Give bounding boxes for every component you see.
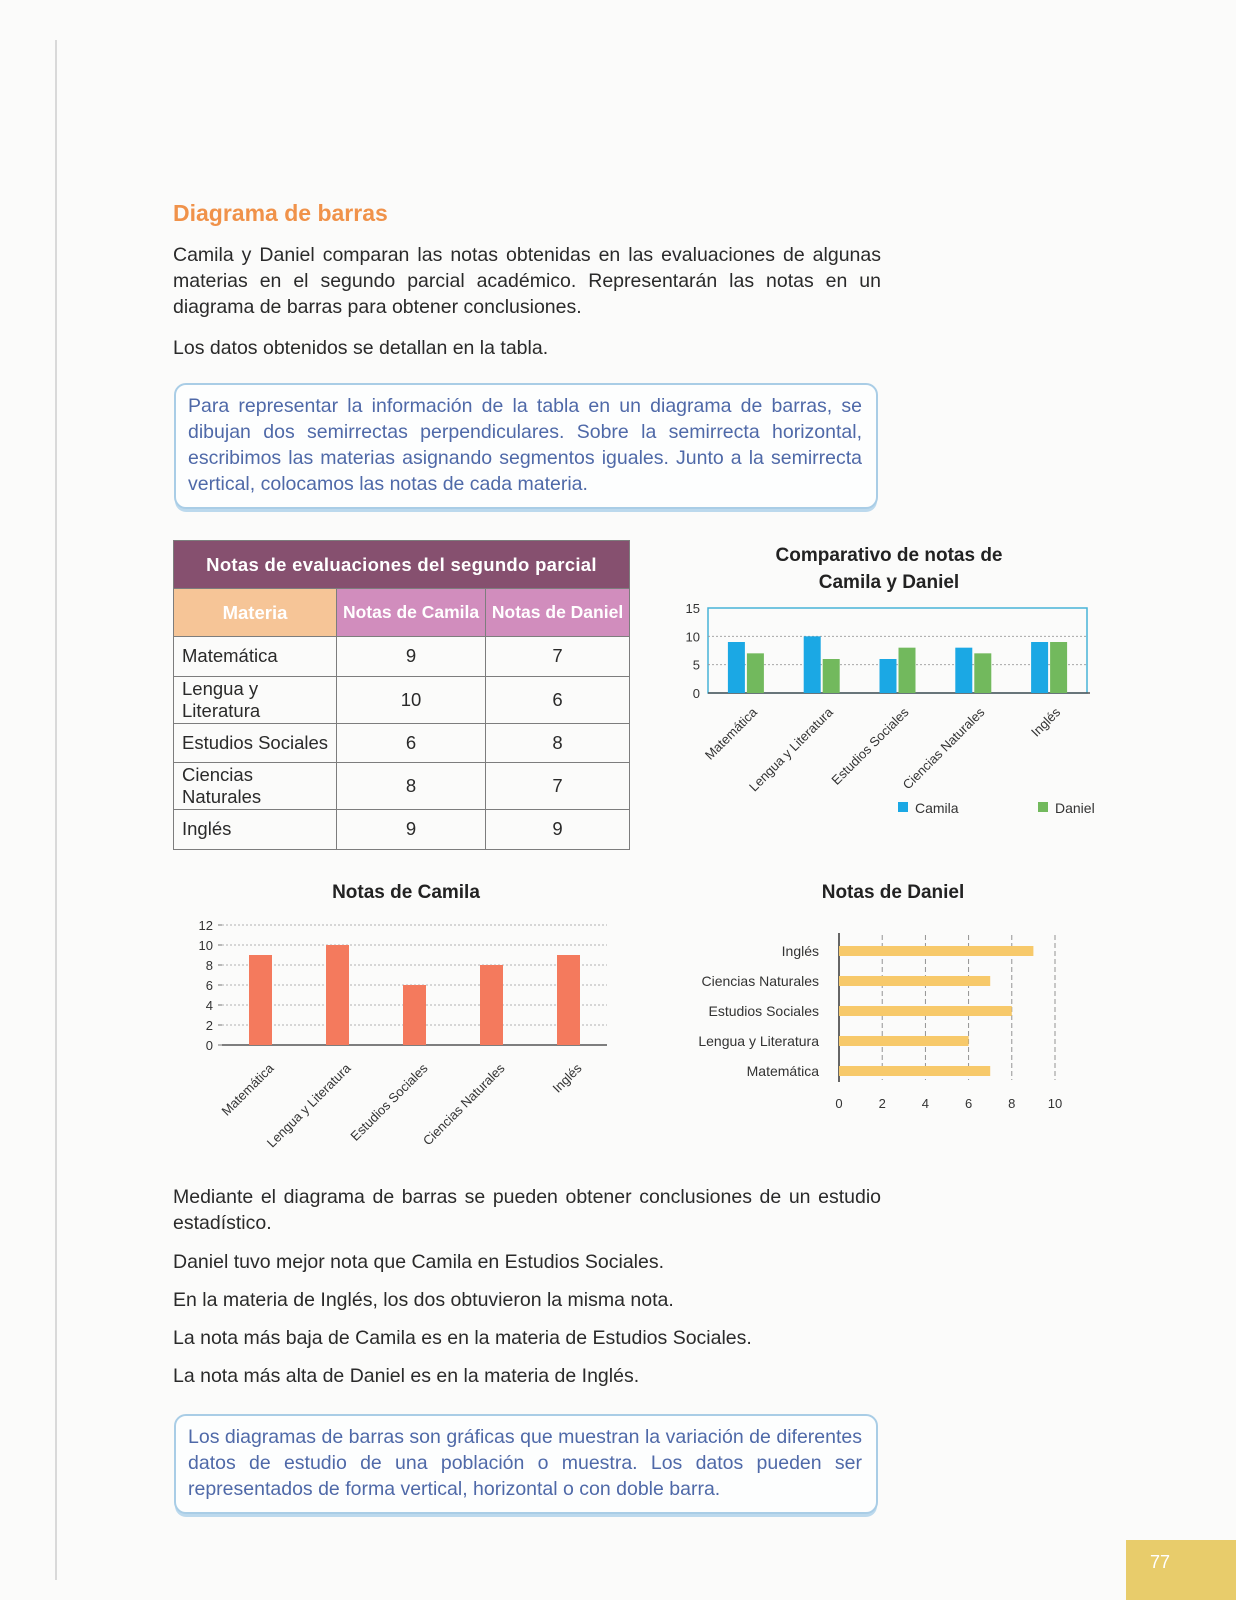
conclusion-4: La nota más alta de Daniel es en la materia de Inglés. — [173, 1365, 640, 1387]
y-tick-label: Estudios Sociales — [708, 1003, 819, 1019]
table-row — [174, 810, 630, 850]
note-1-text: Para representar la información de la tabla en un diagrama de barras, se dibujan dos semirrectas perpendiculares. Sobre la semirrecta horizontal, escribimos las materias asignando segmentos iguales. Junto a la semirrecta vertical, colocamos las notas de cada materia. — [188, 395, 862, 495]
cell-camila: 8 — [337, 763, 486, 810]
header-materia: Materia — [174, 589, 337, 637]
bar — [326, 945, 349, 1045]
x-tick-label: 8 — [1008, 1096, 1016, 1111]
x-tick-label: Inglés — [1028, 704, 1064, 740]
cell-materia: Ciencias Naturales — [174, 763, 337, 810]
conclusion-intro: Mediante el diagrama de barras se pueden obtener conclusiones de un estudio estadístico. — [173, 1186, 881, 1234]
note-box-2 — [174, 1414, 878, 1514]
x-tick-label: Estudios Sociales — [828, 704, 912, 788]
y-tick-label: 10 — [198, 938, 213, 953]
bar-camila — [880, 659, 897, 693]
y-tick-label: 5 — [692, 657, 700, 673]
bar-daniel — [899, 648, 916, 693]
table-title-row — [174, 541, 630, 589]
cell-daniel: 7 — [486, 763, 630, 810]
x-tick-label: Matemática — [218, 1060, 277, 1119]
y-tick-label: 12 — [198, 918, 213, 933]
legend-swatch-camila — [898, 802, 908, 812]
page-number-tab — [1126, 1540, 1236, 1600]
x-tick-label: Estudios Sociales — [347, 1060, 431, 1144]
chart-title: Notas de Camila — [332, 882, 480, 903]
bar-camila — [804, 636, 821, 693]
bar — [403, 985, 426, 1045]
table-row — [174, 723, 630, 763]
x-tick-label: 2 — [878, 1096, 886, 1111]
cell-camila: 6 — [337, 723, 486, 763]
page-number: 77 — [1150, 1552, 1171, 1572]
conclusion-1: Daniel tuvo mejor nota que Camila en Estudios Sociales. — [173, 1251, 665, 1273]
bar — [839, 976, 990, 986]
cell-camila: 9 — [337, 810, 486, 850]
y-tick-label: 4 — [205, 998, 213, 1013]
x-tick-label: Lengua y Literatura — [263, 1060, 354, 1151]
chart-title: Notas de Daniel — [821, 882, 965, 903]
bar-daniel — [974, 653, 991, 693]
y-tick-label: 6 — [205, 978, 213, 993]
y-tick-label: 0 — [692, 686, 700, 701]
y-tick-label: Lengua y Literatura — [698, 1033, 819, 1049]
data-line: Los datos obtenidos se detallan en la tabla. — [173, 337, 549, 359]
cell-materia: Lengua y Literatura — [174, 676, 337, 723]
chart-title-line-1: Comparativo de notas de — [775, 545, 1003, 566]
bar-camila — [1031, 642, 1048, 693]
cell-daniel: 8 — [486, 723, 630, 763]
cell-camila: 10 — [337, 676, 486, 723]
y-tick-label: Inglés — [781, 943, 819, 959]
bar-camila — [728, 642, 745, 693]
bar-camila — [955, 648, 972, 693]
note-box-1 — [174, 383, 878, 509]
table-row — [174, 676, 630, 723]
camila-chart-svg — [180, 880, 620, 1170]
grades-table — [173, 540, 630, 850]
cell-daniel: 6 — [486, 676, 630, 723]
comparative-chart-svg — [660, 540, 1110, 830]
bar — [839, 1006, 1012, 1016]
bar — [557, 955, 580, 1045]
y-tick-label: 0 — [205, 1038, 213, 1053]
x-tick-label: 4 — [921, 1096, 930, 1111]
legend-label-daniel: Daniel — [1055, 800, 1095, 816]
bar — [839, 1066, 990, 1076]
bar — [249, 955, 272, 1045]
intro-paragraph: Camila y Daniel comparan las notas obtenidas en las evaluaciones de algunas materias en el segundo parcial académico. Representarán las notas en un diagrama de barras para obtener conclusiones. — [173, 244, 881, 318]
x-tick-label: Ciencias Naturales — [419, 1060, 508, 1149]
cell-daniel: 9 — [486, 810, 630, 850]
bar — [480, 965, 503, 1045]
x-tick-label: 0 — [835, 1096, 843, 1111]
header-notas-camila: Notas de Camila — [337, 589, 486, 637]
bar-daniel — [823, 659, 840, 693]
section-title: Diagrama de barras — [173, 200, 388, 226]
y-tick-label: 2 — [205, 1018, 213, 1033]
conclusion-3: La nota más baja de Camila es en la materia de Estudios Sociales. — [173, 1327, 752, 1349]
table-title: Notas de evaluaciones del segundo parcial — [174, 541, 630, 589]
note-2-text: Los diagramas de barras son gráficas que muestran la variación de diferentes datos de estudio de una población o muestra. Los datos pueden ser representados de forma vertical, horizontal o con doble barra. — [188, 1426, 862, 1500]
cell-materia: Estudios Sociales — [174, 723, 337, 763]
conclusion-2: En la materia de Inglés, los dos obtuvieron la misma nota. — [173, 1289, 674, 1311]
x-tick-label: Ciencias Naturales — [899, 704, 988, 793]
table-header-row — [174, 589, 630, 637]
bar-daniel — [747, 653, 764, 693]
table-row — [174, 763, 630, 810]
page-binding-line — [55, 40, 57, 1580]
chart-title-line-2: Camila y Daniel — [818, 572, 960, 593]
cell-materia: Matemática — [174, 637, 337, 677]
legend-swatch-daniel — [1038, 802, 1048, 812]
bar-daniel — [1050, 642, 1067, 693]
legend-label-camila: Camila — [915, 800, 959, 816]
x-tick-label: Matemática — [701, 704, 761, 763]
x-tick-label: Lengua y Literatura — [745, 704, 836, 795]
x-tick-label: Inglés — [549, 1060, 585, 1096]
header-notas-daniel: Notas de Daniel — [486, 589, 630, 637]
bar — [839, 946, 1033, 956]
x-tick-label: 6 — [964, 1096, 973, 1111]
comparative-chart — [660, 540, 1110, 830]
daniel-chart — [660, 880, 1110, 1130]
y-tick-label: Matemática — [746, 1063, 819, 1079]
table-row — [174, 637, 630, 677]
y-tick-label: 10 — [685, 629, 700, 645]
cell-camila: 9 — [337, 637, 486, 677]
y-tick-label: 15 — [685, 601, 700, 616]
y-tick-label: Ciencias Naturales — [701, 973, 819, 989]
x-tick-label: 10 — [1047, 1096, 1063, 1111]
cell-materia: Inglés — [174, 810, 337, 850]
cell-daniel: 7 — [486, 637, 630, 677]
daniel-chart-svg — [660, 880, 1110, 1130]
plot-frame — [708, 608, 1087, 693]
camila-chart — [180, 880, 620, 1170]
y-tick-label: 8 — [205, 958, 213, 973]
bar — [839, 1036, 969, 1046]
